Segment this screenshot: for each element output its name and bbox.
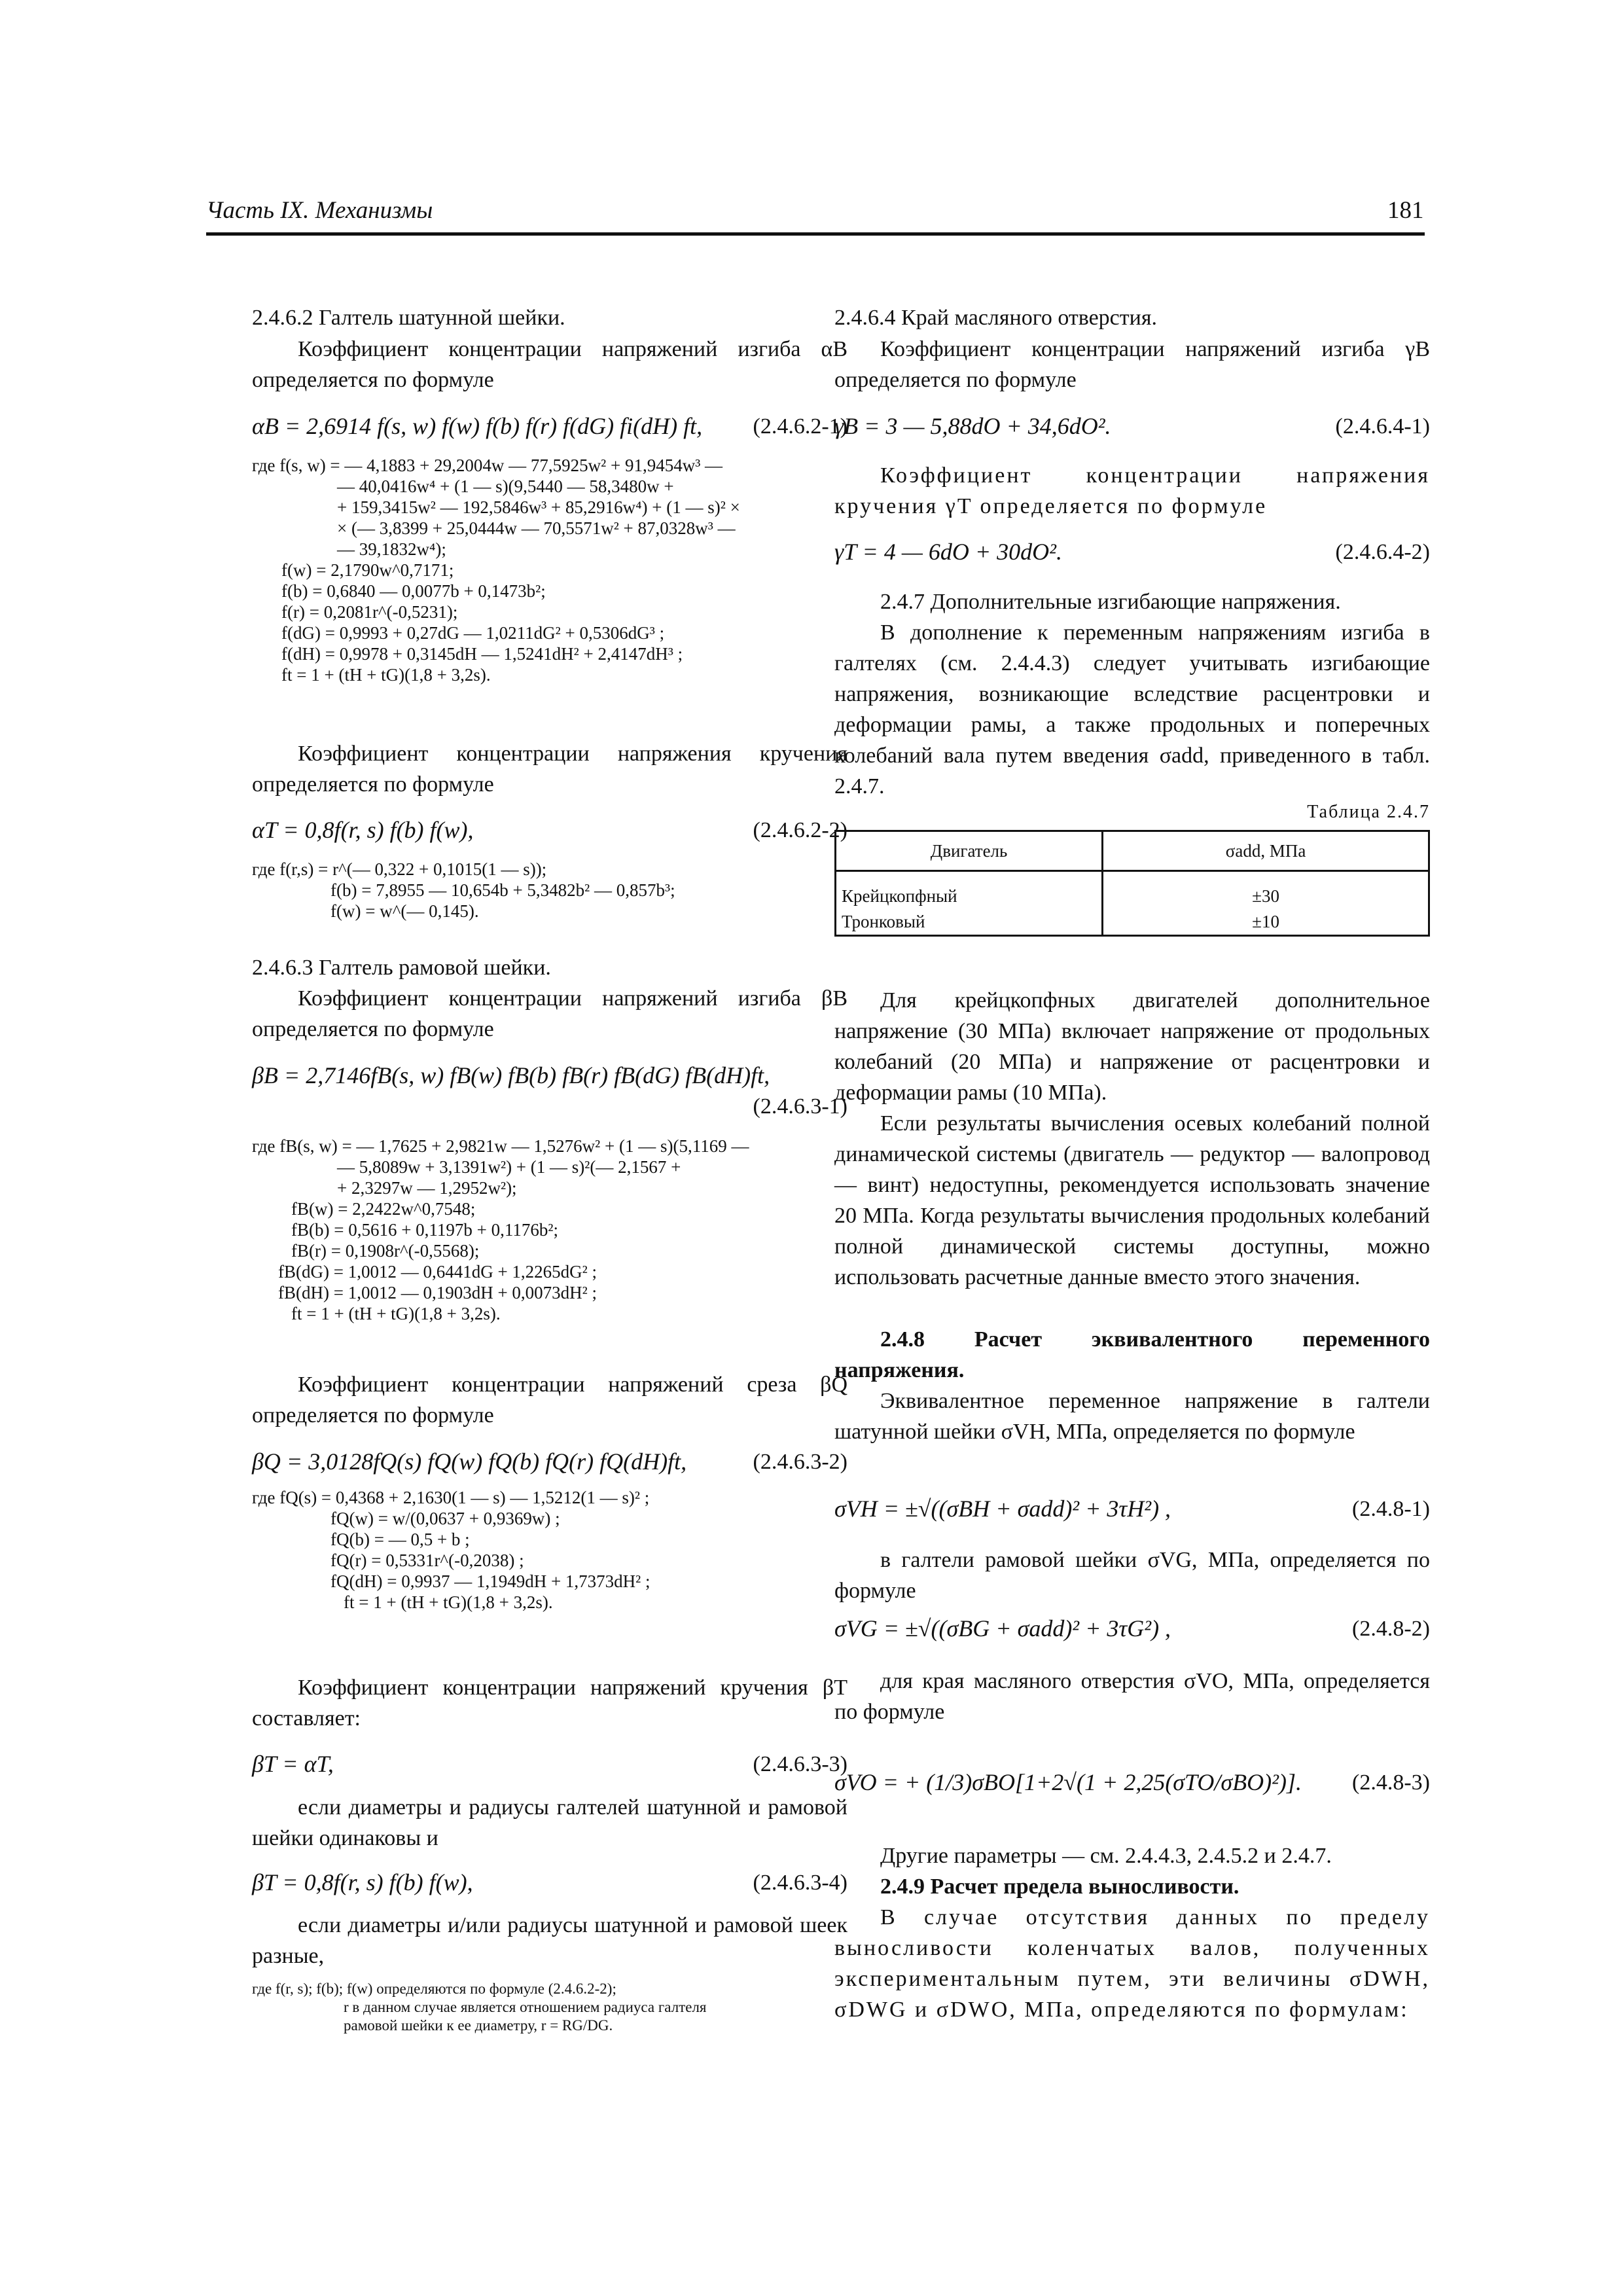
formula-body: βQ = 3,0128fQ(s) fQ(w) fQ(b) fQ(r) fQ(dH)ft,	[252, 1448, 687, 1475]
where-line: f(r) = 0,2081r^(-0,5231);	[281, 602, 458, 622]
formula-number: (2.4.6.4-2)	[1335, 540, 1430, 564]
formula-number: (2.4.6.3-3)	[753, 1752, 847, 1776]
header-rule	[206, 232, 1425, 236]
where-line: + 2,3297w — 1,2952w²);	[337, 1178, 517, 1198]
formula-number: (2.4.8-1)	[1352, 1497, 1430, 1521]
formula-body: σVH = ±√((σBH + σadd)² + 3τH²) ,	[834, 1496, 1171, 1522]
where-line: f(b) = 7,8955 — 10,654b + 5,3482b² — 0,857b³;	[330, 880, 675, 900]
formula-number: (2.4.6.2-2)	[753, 818, 847, 842]
where-list	[252, 455, 847, 685]
where-line: fQ(w) = w/(0,0637 + 0,9369w) ;	[330, 1509, 560, 1528]
where-line: — 40,0416w⁴ + (1 — s)(9,5440 — 58,3480w +	[337, 476, 674, 496]
table-cell: ±10	[1103, 909, 1429, 936]
data-table	[834, 830, 1430, 937]
formula	[252, 1060, 847, 1091]
table-row	[836, 871, 1429, 910]
running-header-title: Часть IX. Механизмы	[206, 197, 433, 224]
where-line: fQ(dH) = 0,9937 — 1,1949dH + 1,7373dH² ;	[330, 1571, 651, 1591]
where-list	[252, 1487, 847, 1613]
where-line: f(b) = 0,6840 — 0,0077b + 0,1473b²;	[281, 581, 546, 601]
where-line: — 39,1832w⁴);	[337, 539, 446, 559]
table-header-cell: σadd, МПа	[1103, 831, 1429, 871]
section-2-4-7-heading: 2.4.7 Дополнительные изгибающие напряжения.	[880, 590, 1341, 614]
where-line: × (— 3,8399 + 25,0444w — 70,5571w² + 87,0328w³ —	[337, 518, 736, 538]
where-line: fB(dH) = 1,0012 — 0,1903dH + 0,0073dH² ;	[278, 1283, 597, 1302]
table-cell: Крейцкопфный	[836, 871, 1103, 910]
formula-number: (2.4.6.3-2)	[753, 1450, 847, 1474]
paragraph: Если результаты вычисления осевых колебаний полной динамической системы (двигатель — редуктор — валопровод — винт) недоступны, рекомендуется использовать значение 20 МПа. Когда результаты вычисления продольных колебаний полной динамической системы доступны, можно использовать расчетные данные вместо этого значения.	[834, 1111, 1430, 1289]
table-header-cell: Двигатель	[836, 831, 1103, 871]
formula-body: σVG = ±√((σBG + σadd)² + 3τG²) ,	[834, 1615, 1171, 1641]
formula-body: βB = 2,7146fB(s, w) fB(w) fB(b) fB(r) fB(dG) fB(dH)ft,	[252, 1062, 770, 1088]
paragraph: Коэффициент концентрации напряжений среза βQ определяется по формуле	[252, 1372, 847, 1427]
where-line: fB(b) = 0,5616 + 0,1197b + 0,1176b²;	[291, 1220, 559, 1240]
section-2-4-6-4-heading: 2.4.6.4 Край масляного отверстия.	[834, 306, 1157, 330]
paragraph: Коэффициент концентрации напряжений изгиба γB определяется по формуле	[834, 337, 1430, 392]
footnote-line: r в данном случае является отношением радиуса галтеля	[344, 1999, 707, 2015]
paragraph: Коэффициент концентрации напряжений изгиба αB определяется по формуле	[252, 337, 847, 392]
formula-body: αB = 2,6914 f(s, w) f(w) f(b) f(r) f(dG) fi(dH) ft,	[252, 413, 703, 439]
formula-number: (2.4.6.2-1)	[753, 414, 847, 439]
paragraph: если диаметры и/или радиусы шатунной и рамовой шеек разные,	[252, 1913, 847, 1968]
where-list	[252, 859, 847, 922]
footnote-line: где f(r, s); f(b); f(w) определяются по формуле (2.4.6.2-2);	[252, 1981, 616, 1997]
paragraph: Другие параметры — см. 2.4.4.3, 2.4.5.2 и 2.4.7.	[880, 1844, 1332, 1868]
formula	[834, 1767, 1430, 1798]
formula	[834, 537, 1430, 567]
footnote-line: рамовой шейки к ее диаметру, r = RG/DG.	[344, 2017, 613, 2034]
table-cell: Тронковый	[836, 909, 1103, 936]
formula-body: σVO = + (1/3)σBO[1+2√(1 + 2,25(σTO/σBO)²)].	[834, 1769, 1302, 1795]
section-2-4-6-3-heading: 2.4.6.3 Галтель рамовой шейки.	[252, 956, 551, 980]
formula-body: γT = 4 — 6dO + 30dO².	[834, 539, 1062, 565]
section-2-4-6-2-heading: 2.4.6.2 Галтель шатунной шейки.	[252, 306, 565, 330]
where-line: ft = 1 + (tH + tG)(1,8 + 3,2s).	[281, 665, 491, 685]
formula-number: (2.4.6.3-1)	[753, 1094, 847, 1119]
where-line: fB(dG) = 1,0012 — 0,6441dG + 1,2265dG² ;	[278, 1262, 597, 1282]
where-line: f(dH) = 0,9978 + 0,3145dH — 1,5241dH² + 2,4147dH³ ;	[281, 644, 683, 664]
where-line: fQ(b) = — 0,5 + b ;	[330, 1530, 470, 1549]
paragraph: если диаметры и радиусы галтелей шатунной и рамовой шейки одинаковы и	[252, 1795, 847, 1850]
formula-number: (2.4.8-3)	[1352, 1770, 1430, 1795]
paragraph: В дополнение к переменным напряжениям изгиба в галтелях (см. 2.4.4.3) следует учитывать изгибающие напряжения, возникающие вследствие расцентровки и деформации рамы, а также продольных и поперечных колебаний вала путем введения σadd, приведенного в табл. 2.4.7.	[834, 620, 1430, 798]
table-header-row	[836, 831, 1429, 871]
table-caption: Таблица 2.4.7	[1307, 802, 1430, 822]
where-line: — 5,8089w + 3,1391w²) + (1 — s)²(— 2,1567 +	[337, 1157, 681, 1177]
paragraph: Коэффициент концентрации напряжений изгиба βB определяется по формуле	[252, 986, 847, 1041]
where-line: f(dG) = 0,9993 + 0,27dG — 1,0211dG² + 0,5306dG³ ;	[281, 623, 665, 643]
formula	[252, 1446, 847, 1477]
paragraph: Коэффициент концентрации напряжений кручения βT составляет:	[252, 1676, 847, 1731]
formula	[834, 1613, 1430, 1644]
table-row	[836, 909, 1429, 936]
formula-number: (2.4.6.4-1)	[1335, 414, 1430, 439]
paragraph: в галтели рамовой шейки σVG, МПа, определяется по формуле	[834, 1548, 1430, 1603]
table-cell: ±30	[1103, 871, 1429, 910]
formula	[252, 1867, 847, 1898]
section-2-4-9-heading: 2.4.9 Расчет предела выносливости.	[880, 1874, 1240, 1899]
where-line: fQ(r) = 0,5331r^(-0,2038) ;	[330, 1551, 524, 1570]
paragraph: Эквивалентное переменное напряжение в галтели шатунной шейки σVH, МПа, определяется по формуле	[834, 1389, 1430, 1444]
where-line: где f(r,s) = r^(— 0,322 + 0,1015(1 — s));	[252, 859, 547, 879]
where-line: fB(r) = 0,1908r^(-0,5568);	[291, 1241, 480, 1261]
formula	[834, 411, 1430, 442]
formula	[252, 815, 847, 846]
paragraph: В случае отсутствия данных по пределу выносливости коленчатых валов, полученных экспериментальным путем, эти величины σDWH, σDWG и σDWO, МПа, определяются по формулам:	[834, 1905, 1430, 2022]
where-line: + 159,3415w² — 192,5846w³ + 85,2916w⁴) + (1 — s)² ×	[337, 497, 740, 517]
paragraph: Коэффициент концентрации напряжения кручения определяется по формуле	[252, 742, 847, 797]
paragraph: для края масляного отверстия σVO, МПа, определяется по формуле	[834, 1669, 1430, 1724]
section-2-4-8-heading: 2.4.8 Расчет эквивалентного переменного напряжения.	[834, 1327, 1430, 1382]
where-line: где f(s, w) = — 4,1883 + 29,2004w — 77,5925w² + 91,9454w³ —	[252, 456, 723, 475]
formula-body: βT = 0,8f(r, s) f(b) f(w),	[252, 1869, 473, 1895]
where-line: fB(w) = 2,2422w^0,7548;	[291, 1199, 476, 1219]
where-line: где fB(s, w) = — 1,7625 + 2,9821w — 1,5276w² + (1 — s)(5,1169 —	[252, 1136, 749, 1156]
paragraph: Для крейцкопфных двигателей дополнительное напряжение (30 МПа) включает напряжение от продольных колебаний (20 МПа) и напряжение от расцентровки и деформации рамы (10 МПа).	[834, 988, 1430, 1105]
where-line: ft = 1 + (tH + tG)(1,8 + 3,2s).	[344, 1592, 553, 1612]
where-line: f(w) = w^(— 0,145).	[330, 901, 479, 921]
formula	[252, 1749, 847, 1780]
formula	[252, 411, 847, 442]
where-line: ft = 1 + (tH + tG)(1,8 + 3,2s).	[291, 1304, 501, 1323]
formula	[834, 1494, 1430, 1524]
formula-number: (2.4.8-2)	[1352, 1617, 1430, 1641]
where-line: где fQ(s) = 0,4368 + 2,1630(1 — s) — 1,5212(1 — s)² ;	[252, 1488, 650, 1507]
formula-number: (2.4.6.3-4)	[753, 1871, 847, 1895]
paragraph: Коэффициент концентрации напряжения кручения γT определяется по формуле	[834, 463, 1430, 518]
formula-body: βT = αT,	[252, 1751, 334, 1777]
page-number: 181	[1387, 197, 1424, 224]
where-list	[252, 1136, 847, 1324]
formula-body: αT = 0,8f(r, s) f(b) f(w),	[252, 817, 474, 843]
formula-body: γB = 3 — 5,88dO + 34,6dO².	[834, 413, 1111, 439]
where-line: f(w) = 2,1790w^0,7171;	[281, 560, 454, 580]
